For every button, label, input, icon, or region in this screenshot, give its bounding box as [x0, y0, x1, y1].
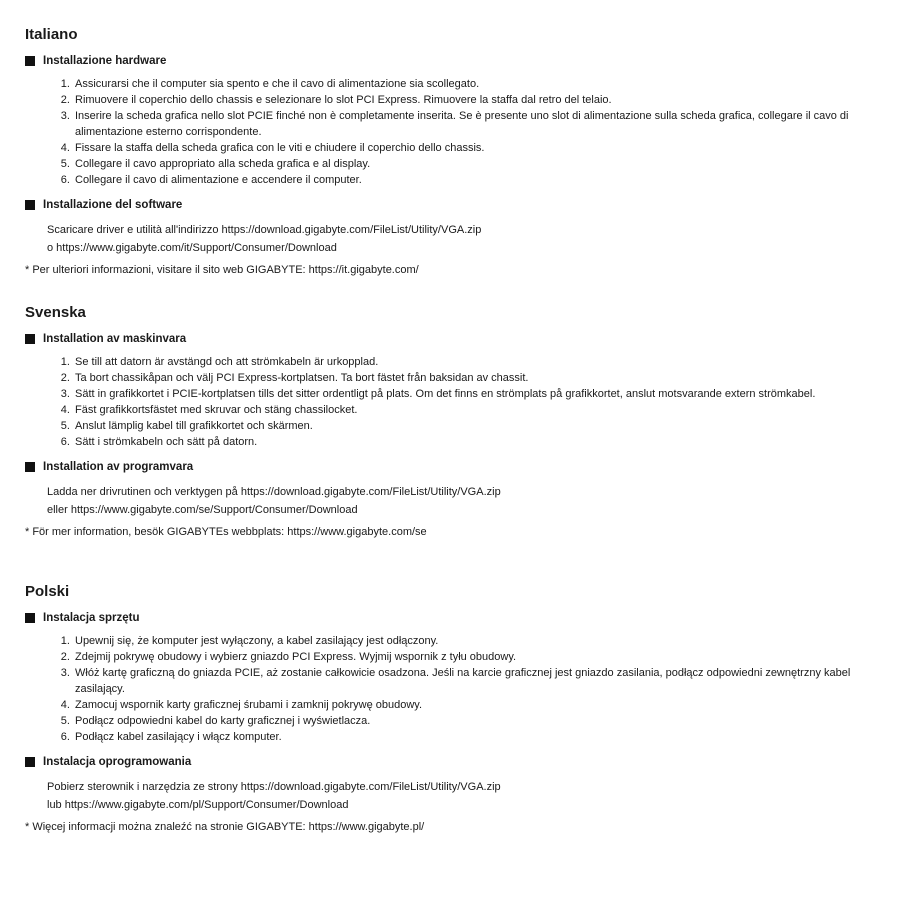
software-heading: [25, 755, 887, 769]
step-item: 5. Collegare il cavo appropriato alla scheda grafica e al display.: [73, 156, 887, 172]
square-bullet-icon: [25, 613, 35, 623]
step-item: 3. Inserire la scheda grafica nello slot PCIE finché non è completamente inserita. Se è presente uno slot di alimentazione sulla scheda grafica, collegare il cavo di alimentazione esterno corrispondente.: [73, 108, 887, 140]
software-line-1: Ladda ner drivrutinen och verktygen på https://download.gigabyte.com/FileList/Utility/VGA.zip: [47, 486, 501, 498]
square-bullet-icon: [25, 56, 35, 66]
square-bullet-icon: [25, 334, 35, 344]
language-title: Svenska: [25, 304, 86, 321]
step-item: 5. Podłącz odpowiedni kabel do karty graficznej i wyświetlacza.: [73, 713, 887, 729]
square-bullet-icon: [25, 757, 35, 767]
hardware-heading: [25, 332, 887, 346]
software-heading: [25, 198, 887, 212]
software-text: [47, 221, 887, 257]
software-heading-label: Installation av programvara: [43, 461, 194, 473]
step-item: 1. Upewnij się, że komputer jest wyłączony, a kabel zasilający jest odłączony.: [73, 633, 887, 649]
software-line-2: lub https://www.gigabyte.com/pl/Support/Consumer/Download: [47, 799, 349, 811]
step-item: 2. Zdejmij pokrywę obudowy i wybierz gniazdo PCI Express. Wyjmij wspornik z tyłu obudowy.: [73, 649, 887, 665]
hardware-heading: [25, 54, 887, 68]
square-bullet-icon: [25, 462, 35, 472]
software-line-1: Pobierz sterownik i narzędzia ze strony https://download.gigabyte.com/FileList/Utility/VGA.zip: [47, 781, 501, 793]
language-title: Italiano: [25, 26, 78, 43]
software-text: [47, 778, 887, 814]
step-item: 6. Collegare il cavo di alimentazione e accendere il computer.: [73, 172, 887, 188]
step-item: 2. Ta bort chassikåpan och välj PCI Express-kortplatsen. Ta bort fästet från baksidan av chassit.: [73, 370, 887, 386]
step-item: 1. Assicurarsi che il computer sia spento e che il cavo di alimentazione sia scollegato.: [73, 76, 887, 92]
square-bullet-icon: [25, 200, 35, 210]
hardware-heading: [25, 611, 887, 625]
software-text: [47, 483, 887, 519]
section-svenska: [25, 304, 887, 540]
footnote: * Per ulteriori informazioni, visitare il sito web GIGABYTE: https://it.gigabyte.com/: [25, 264, 419, 276]
hardware-heading-label: Installazione hardware: [43, 55, 167, 67]
step-item: 4. Zamocuj wspornik karty graficznej śrubami i zamknij pokrywę obudowy.: [73, 697, 887, 713]
hardware-steps: [25, 633, 887, 745]
step-item: 6. Sätt i strömkabeln och sätt på datorn.: [73, 434, 887, 450]
step-item: 4. Fissare la staffa della scheda grafica con le viti e chiudere il coperchio dello chassis.: [73, 140, 887, 156]
software-line-1: Scaricare driver e utilità all'indirizzo https://download.gigabyte.com/FileList/Utility/VGA.zip: [47, 224, 482, 236]
hardware-steps: [25, 76, 887, 188]
footnote: * Więcej informacji można znaleźć na stronie GIGABYTE: https://www.gigabyte.pl/: [25, 821, 425, 833]
step-item: 3. Sätt in grafikkortet i PCIE-kortplatsen tills det sitter ordentligt på plats. Om det finns en strömplats på grafikkortet, anslut motsvarande extern strömkabel.: [73, 386, 887, 402]
software-heading: [25, 460, 887, 474]
language-title: Polski: [25, 583, 70, 600]
section-polski: [25, 583, 887, 835]
software-heading-label: Instalacja oprogramowania: [43, 756, 192, 768]
step-item: 2. Rimuovere il coperchio dello chassis e selezionare lo slot PCI Express. Rimuovere la staffa dal retro del telaio.: [73, 92, 887, 108]
software-line-2: eller https://www.gigabyte.com/se/Support/Consumer/Download: [47, 504, 358, 516]
software-line-2: o https://www.gigabyte.com/it/Support/Consumer/Download: [47, 242, 337, 254]
footnote: * För mer information, besök GIGABYTEs webbplats: https://www.gigabyte.com/se: [25, 526, 427, 538]
step-item: 1. Se till att datorn är avstängd och att strömkabeln är urkopplad.: [73, 354, 887, 370]
hardware-steps: [25, 354, 887, 450]
section-italiano: [25, 26, 887, 278]
step-item: 5. Anslut lämplig kabel till grafikkortet och skärmen.: [73, 418, 887, 434]
software-heading-label: Installazione del software: [43, 199, 183, 211]
step-item: 6. Podłącz kabel zasilający i włącz komputer.: [73, 729, 887, 745]
step-item: 3. Włóż kartę graficzną do gniazda PCIE, aż zostanie całkowicie osadzona. Jeśli na karcie graficznej jest gniazdo zasilania, podłącz odpowiedni zewnętrzny kabel zasilający.: [73, 665, 887, 697]
step-item: 4. Fäst grafikkortsfästet med skruvar och stäng chassilocket.: [73, 402, 887, 418]
hardware-heading-label: Instalacja sprzętu: [43, 612, 140, 624]
hardware-heading-label: Installation av maskinvara: [43, 333, 187, 345]
